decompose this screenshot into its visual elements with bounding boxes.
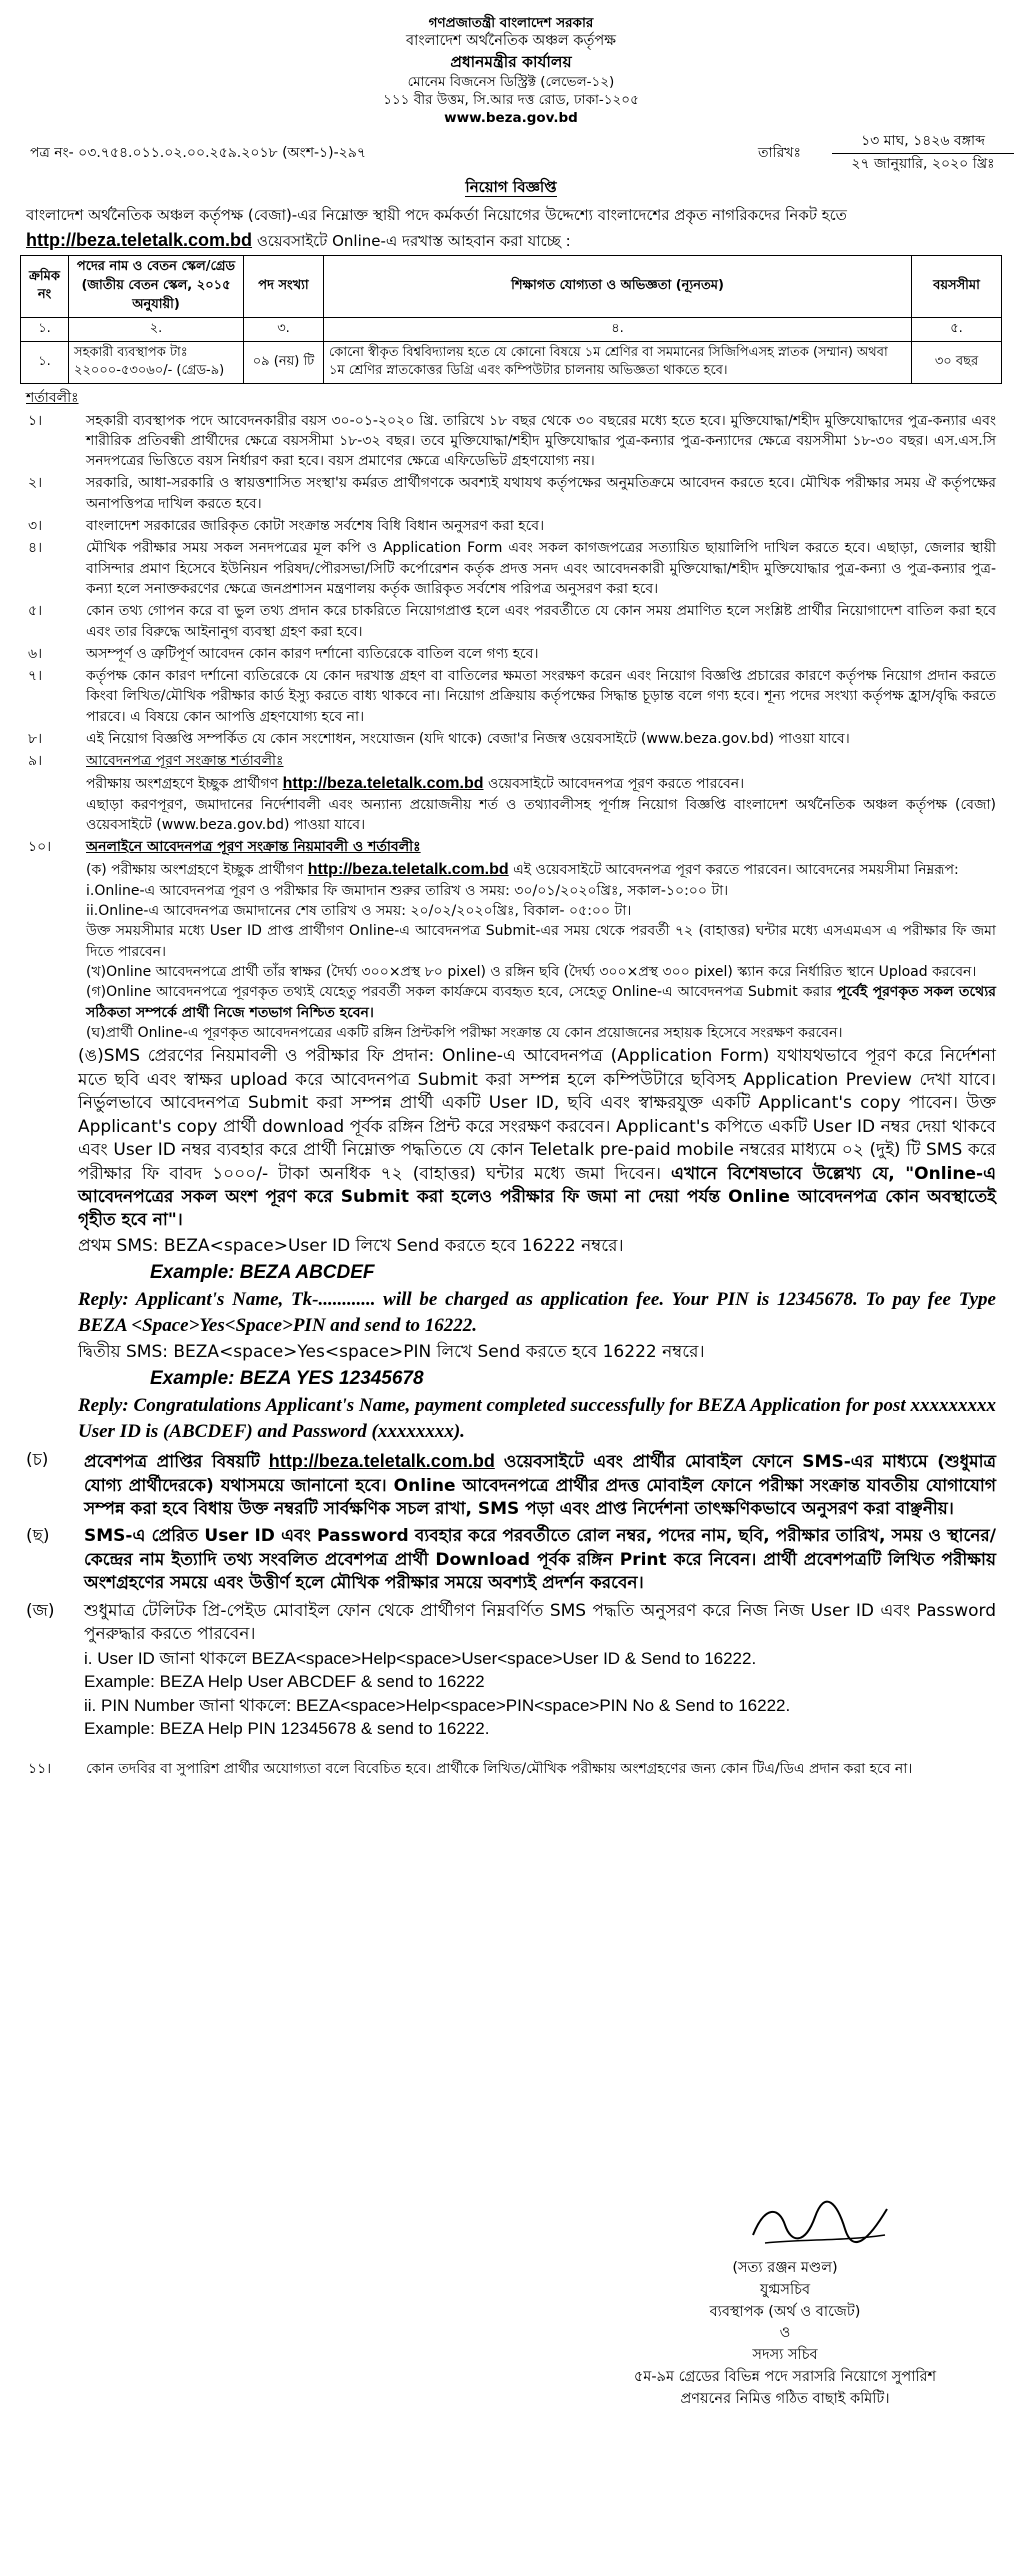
intro-paragraph: বাংলাদেশ অর্থনৈতিক অঞ্চল কর্তৃপক্ষ (বেজা)-এর নিম্নোক্ত স্থায়ী পদে কর্মকর্তা নিয়োগের উদ্দেশ্যে বাংলাদেশের প্রকৃত নাগরিকদের নিকট হতে http://beza.teletalk.com.bd ওয়েবসাইটে Online-এ দরখাস্ত আহবান করা যাচ্ছে : [26,206,847,251]
date-label: তারিখঃ [758,145,801,162]
cond9-heading: আবেদনপত্র পূরণ সংক্রান্ত শর্তাবলীঃ [86,753,284,770]
table-number-row: ১. ২. ৩. ৪. ৫. [21,317,1002,341]
condition-2: ২। সরকারি, আধা-সরকারি ও স্বায়ত্তশাসিত সংস্থা'য় কর্মরত প্রার্থীগণকে অবশ্যই যথাযথ কর্তৃপক্ষের অনুমতিক্রমে আবেদন করতে হবে। মৌখিক পরীক্ষার সময় ঐ কর্তৃপক্ষের অনাপত্তিপত্র দাখিল করতে হবে। [28,475,996,512]
condition-3: ৩। বাংলাদেশ সরকারের জারিকৃত কোটা সংক্রান্ত সর্বশেষ বিধি বিধান অনুসরণ করা হবে। [28,518,545,535]
clause-jha: (জ) শুধুমাত্র টেলিটক প্রি-পেইড মোবাইল ফোন থেকে প্রার্থীগণ নিম্নবর্ণিত SMS পদ্ধতি অনুসরণ করে নিজ নিজ User ID এবং Password পুনরুদ্ধার করতে পারবেন। i. User ID জানা থাকলে BEZA<space>Help<space>User<space>User ID & Send to 16222. Example: BEZA Help User ABCDEF & send to 16222 ii. PIN Number জানা থাকলে: BEZA<space>Help<space>PIN<space>PIN No & Send to 16222. Example: BEZA Help PIN 12345678 & send to 16222. [26,1600,996,1739]
address-street: ১১১ বীর উত্তম, সি.আর দত্ত রোড, ঢাকা-১২০৫ [383,91,639,108]
condition-1: ১। সহকারী ব্যবস্থাপক পদে আবেদনকারীর বয়স ৩০-০১-২০২০ খ্রি. তারিখে ১৮ বছর থেকে ৩০ বছরের মধ্যে হতে হবে। মুক্তিযোদ্ধা/শহীদ মুক্তিযোদ্ধাদের পুত্র-কন্যার এবং শারীরিক প্রতিবন্ধী প্রার্থীদের ক্ষেত্রে বয়সসীমা ১৮-৩২ বছর। তবে মুক্তিযোদ্ধা/শহীদ মুক্তিযোদ্ধার পুত্র-কন্যার পুত্র-কন্যাদের ক্ষেত্রে বয়সসীমা ১৮-৩০ বছর। এস.এস.সি সনদপত্রের ভিত্তিতে বয়স নির্ধারণ করা হবে। বয়স প্রমাণের ক্ষেত্রে এফিডেভিট গ্রহণযোগ্য নয়। [28,412,996,470]
memo-number: পত্র নং- ০৩.৭৫৪.০১১.০২.০০.২৫৯.২০১৮ (অংশ-১)-২৯৭ [30,145,366,162]
address-building: মোনেম বিজনেস ডিস্ট্রিক্ট (লেভেল-১২) [407,73,615,90]
example-1: Example: BEZA ABCDEF [150,1262,375,1284]
reference-row [20,131,1002,175]
condition-9: ৯। আবেদনপত্র পূরণ সংক্রান্ত শর্তাবলীঃ পরীক্ষায় অংশগ্রহণে ইচ্ছুক প্রার্থীগণ http://beza.teletalk.com.bd ওয়েবসাইটে আবেদনপত্র পূরণ করতে পারবেন। এছাড়া করণপূরণ, জমাদানের নির্দেশাবলী এবং অন্যান্য প্রয়োজনীয় শর্ত ও তথ্যাবলীসহ পূর্ণাঙ্গ নিয়োগ বিজ্ঞপ্তি বাংলাদেশ অর্থনৈতিক অঞ্চল কর্তৃপক্ষ (বেজা) ওয়েবসাইটে (www.beza.gov.bd) পাওয়া যাবে। [28,753,996,834]
condition-10: ১০। অনলাইনে আবেদনপত্র পূরণ সংক্রান্ত নিয়মাবলী ও শর্তাবলীঃ (ক) পরীক্ষায় অংশগ্রহণে ইচ্ছুক প্রার্থীগণ http://beza.teletalk.com.bd এই ওয়েবসাইটে আবেদনপত্র পূরণ করতে পারবেন। আবেদনের সময়সীমা নিম্নরূপ: i.Online-এ আবেদনপত্র পূরণ ও পরীক্ষার ফি জমাদান শুরুর তারিখ ও সময়: ৩০/০১/২০২০খ্রিঃ, সকাল-১০:০০ টা। ii.Online-এ আবেদনপত্র জমাদানের শেষ তারিখ ও সময়: ২০/০২/২০২০খ্রিঃ, বিকাল- ০৫:০০ টা। উক্ত সময়সীমার মধ্যে User ID প্রাপ্ত প্রার্থীগণ Online-এ আবেদনপত্র Submit-এর সময় থেকে পরবর্তী ৭২ (বাহাত্তর) ঘন্টার মধ্যে এসএমএস এ পরীক্ষার ফি জমা দিতে পারবেন। (খ)Online আবেদনপত্রে প্রার্থী তাঁর স্বাক্ষর (দৈর্ঘ্য ৩০০×প্রস্থ ৮০ pixel) ও রঙ্গিন ছবি (দৈর্ঘ্য ৩০০×প্রস্থ ৩০০ pixel) স্ক্যান করে নির্ধারিত স্থানে Upload করবেন। (গ)Online আবেদনপত্রে পূরণকৃত তথ্যই যেহেতু পরবর্তী সকল কার্যক্রমে ব্যবহৃত হবে, সেহেতু Online-এ আবেদনপত্র Submit করার পূর্বেই পূরণকৃত সকল তথ্যের সঠিকতা সম্পর্কে প্রার্থী নিজে শতভাগ নিশ্চিত হবেন। (ঘ)প্রার্থী Online-এ পূরণকৃত আবেদনপত্রের একটি রঙ্গিন প্রিন্টকপি পরীক্ষা সংক্রান্ত যে কোন প্রয়োজনের সহায়ক হিসেবে সংরক্ষণ করবেন। [28,839,997,1041]
col-count: পদ সংখ্যা [244,256,324,318]
clause-cha: (চ) প্রবেশপত্র প্রাপ্তির বিষয়টি http://beza.teletalk.com.bd ওয়েবসাইটে এবং প্রার্থীর মোবাইল ফোনে SMS-এর মাধ্যমে (শুধুমাত্র যোগ্য প্রার্থীদেরকে) যথাসময়ে জানানো হবে। Online আবেদনপত্রে প্রার্থীর প্রদত্ত মোবাইল ফোনে পরীক্ষা সংক্রান্ত যাবতীয় যোগাযোগ সম্পন্ন করা হবে বিধায় উক্ত নম্বরটি সার্বক্ষণিক সচল রাখা, SMS পড়া এবং প্রাপ্ত নির্দেশনা তাৎক্ষণিকভাবে অনুসরণ করা বাঞ্ছনীয়। [26,1450,996,1520]
header-website: www.beza.gov.bd [444,110,578,127]
govt-name: গণপ্রজাতন্ত্রী বাংলাদেশ সরকার [428,15,594,31]
teletalk-link-3[interactable]: http://beza.teletalk.com.bd [307,860,509,878]
condition-7: ৭। কর্তৃপক্ষ কোন কারণ দর্শানো ব্যতিরেকে যে কোন দরখাস্ত গ্রহণ বা বাতিলের ক্ষমতা সংরক্ষণ করেন এবং নিয়োগ বিজ্ঞপ্তি প্রচারের কারণে কর্তৃপক্ষ নিয়োগ প্রদান করতে কিংবা লিখিত/মৌখিক পরীক্ষার কার্ড ইস্যু করতে বাধ্য থাকবে না। নিয়োগ প্রক্রিয়ায় কর্তৃপক্ষের সিদ্ধান্ত চূড়ান্ত বলে গণ্য হবে। শূন্য পদের সংখ্যা কর্তৃপক্ষ হ্রাস/বৃদ্ধি করতে পারবে। এ বিষয়ে কোন আপত্তি গ্রহণযোগ্য হবে না। [28,668,996,725]
signatory-block: (সত্য রঞ্জন মণ্ডল) যুগ্মসচিব ব্যবস্থাপক (অর্থ ও বাজেট) ও সদস্য সচিব ৫ম-৯ম গ্রেডের বিভিন্ন পদে সরাসরি নিয়োগে সুপারিশ প্রণয়নের নিমিত্ত গঠিত বাছাই কমিটি। [620,2258,950,2410]
first-sms: প্রথম SMS: BEZA<space>User ID লিখে Send করতে হবে 16222 নম্বরে। [78,1235,624,1256]
office-name: প্রধানমন্ত্রীর কার্যালয় [450,52,572,71]
cond10-heading: অনলাইনে আবেদনপত্র পূরণ সংক্রান্ত নিয়মাবলী ও শর্তাবলীঃ [86,839,421,856]
col-serial: ক্রমিক নং [21,256,69,318]
teletalk-link-4[interactable]: http://beza.teletalk.com.bd [268,1451,495,1472]
notice-title: নিয়োগ বিজ্ঞপ্তি [465,178,557,197]
sms-section: (ঙ)SMS প্রেরণের নিয়মাবলী ও পরীক্ষার ফি প্রদান: Online-এ আবেদনপত্র (Application Form) যথাযথভাবে পূরণ করে নির্দেশনা মতে ছবি এবং স্বাক্ষর upload করে আবেদনপত্র Submit করা সম্পন্ন হলে কম্পিউটারে ছবিসহ Application Preview দেখা যাবে। নির্ভুলভাবে আবেদনপত্র Submit করা সম্পন্ন প্রার্থী একটি User ID, ছবি এবং স্বাক্ষরযুক্ত একটি Applicant's copy পাবেন। উক্ত Applicant's copy প্রার্থী download পূর্বক রঙ্গিন প্রিন্ট করে সংরক্ষণ করবেন। Applicant's কপিতে একটি User ID নম্বর দেয়া থাকবে এবং User ID নম্বর ব্যবহার করে প্রার্থী নিম্নোক্ত পদ্ধতিতে যে কোন Teletalk pre-paid mobile নম্বরের মাধ্যমে ০২ (দুই) টি SMS করে পরীক্ষার ফি বাবদ ১০০০/- টাকা অনধিক ৭২ (বাহাত্তর) ঘন্টার মধ্যে জমা দিবেন। এখানে বিশেষভাবে উল্লেখ্য যে, "Online-এ আবেদনপত্রের সকল অংশ পূরণ করে Submit করা হলেও পরীক্ষার ফি জমা না দেয়া পর্যন্ত Online আবেদনপত্র কোন অবস্থাতেই গৃহীত হবে না"। প্রথম SMS: BEZA<space>User ID লিখে Send করতে হবে 16222 নম্বরে। Example: BEZA ABCDEF Reply: Applicant's Name, Tk-............ will be charged as application fee. Your PIN is 12345678. To pay fee Type BEZA <Space>Yes<Space>PIN and send to 16222. দ্বিতীয় SMS: BEZA<space>Yes<space>PIN লিখে Send করতে হবে 16222 নম্বরে। Example: BEZA YES 12345678 Reply: Congratulations Applicant's Name, payment completed successfully for BEZA Application for post xxxxxxxxx User ID is (ABCDEF) and Password (xxxxxxxx). [20,1045,1002,1445]
teletalk-link[interactable]: http://beza.teletalk.com.bd [26,230,253,251]
second-sms: দ্বিতীয় SMS: BEZA<space>Yes<space>PIN লিখে Send করতে হবে 16222 নম্বরে। [78,1342,705,1362]
date-box [832,131,1014,174]
condition-6: ৬। অসম্পূর্ণ ও ত্রুটিপূর্ণ আবেদন কোন কারণ দর্শানো ব্যতিরেকে বাতিল বলে গণ্য হবে। [28,645,539,662]
signatory-name: (সত্য রঞ্জন মণ্ডল) [732,2260,838,2276]
condition-4: ৪। মৌখিক পরীক্ষার সময় সকল সনদপত্রের মূল কপি ও Application Form এবং সকল কাগজপত্রের সত্যায়িত ছায়ালিপি দাখিল করতে হবে। এছাড়া, জেলার স্থায়ী বাসিন্দার প্রমাণ হিসেবে ইউনিয়ন পরিষদ/পৌরসভা/সিটি কর্পোরেশন কর্তৃক প্রদত্ত সনদ এবং আবেদনকারী মুক্তিযোদ্ধা/শহীদ মুক্তিযোদ্ধার পুত্র-কন্যা ও পুত্র-কন্যার পুত্র-কন্যা হলে সনাক্তকরণের ক্ষেত্রে জনপ্রশাসন মন্ত্রণালয় কর্তৃক জারিকৃত সর্বশেষ পরিপত্র অনুসরণ করা হবে। [28,540,996,597]
authority-name: বাংলাদেশ অর্থনৈতিক অঞ্চল কর্তৃপক্ষ [406,33,616,50]
example-2: Example: BEZA YES 12345678 [150,1368,424,1390]
condition-11: ১১। কোন তদবির বা সুপারিশ প্রার্থীর অযোগ্যতা বলে বিবেচিত হবে। প্রার্থীকে লিখিত/মৌখিক পরীক্ষায় অংশগ্রহণের জন্য কোন টিএ/ডিএ প্রদান করা হবে না। [28,1760,913,1777]
vacancy-table [20,255,1002,384]
conditions-heading: শর্তাবলীঃ [26,390,79,407]
letterhead [20,14,1002,127]
col-qualification: শিক্ষাগত যোগ্যতা ও অভিজ্ঞতা (ন্যূনতম) [324,256,912,318]
col-post: পদের নাম ও বেতন স্কেল/গ্রেড (জাতীয় বেতন স্কেল, ২০১৫ অনুযায়ী) [69,256,244,318]
table-header-row [21,256,1002,318]
condition-5: ৫। কোন তথ্য গোপন করে বা ভুল তথ্য প্রদান করে চাকরিতে নিয়োগপ্রাপ্ত হলে এবং পরবর্তীতে যে কোন সময় প্রমাণিত হলে সংশ্লিষ্ট প্রার্থীর নিয়োগাদেশ বাতিল করা হবে এবং তার বিরুদ্ধে আইনানুগ ব্যবস্থা গ্রহণ করা হবে। [28,603,996,640]
date-english: ২৭ জানুয়ারি, ২০২০ খ্রিঃ [851,155,995,172]
signature-mark [745,2195,895,2255]
reply-2: Reply: Congratulations Applicant's Name, payment completed successfully for BEZA Application for post xxxxxxxxx User ID is (ABCDEF) and Password (xxxxxxxx). [78,1394,996,1442]
condition-8: ৮। এই নিয়োগ বিজ্ঞপ্তি সম্পর্কিত যে কোন সংশোধন, সংযোজন (যদি থাকে) বেজা'র নিজস্ব ওয়েবসাইটে (www.beza.gov.bd) পাওয়া যাবে। [28,731,850,748]
teletalk-link-2[interactable]: http://beza.teletalk.com.bd [282,774,484,792]
date-bangla: ১৩ মাঘ, ১৪২৬ বঙ্গাব্দ [832,131,1014,153]
col-age: বয়সসীমা [912,256,1002,318]
reply-1: Reply: Applicant's Name, Tk-............ will be charged as application fee. Your PIN is 12345678. To pay fee Type BEZA <Space>Yes<Space>PIN and send to 16222. [78,1288,996,1336]
clause-chha: (ছ) SMS-এ প্রেরিত User ID এবং Password ব্যবহার করে পরবর্তীতে রোল নম্বর, পদের নাম, ছবি, পরীক্ষার তারিখ, সময় ও স্থানের/কেন্দ্রের নাম ইত্যাদি তথ্য সংবলিত প্রবেশপত্র প্রার্থী Download পূর্বক রঙ্গিন Print করে নিবেন। প্রার্থী প্রবেশপত্রটি লিখিত পরীক্ষায় অংশগ্রহণের সময়ে এবং উত্তীর্ণ হলে মৌখিক পরীক্ষার সময়ে অবশ্যই প্রদর্শন করবেন। [26,1526,996,1594]
table-row: ১. সহকারী ব্যবস্থাপক টাঃ ২২০০০-৫৩০৬০/- (গ্রেড-৯) ০৯ (নয়) টি কোনো স্বীকৃত বিশ্ববিদ্যালয় হতে যে কোনো বিষয়ে ১ম শ্রেণির বা সমমানের সিজিপিএসহ স্নাতক (সম্মান) অথবা ১ম শ্রেণির স্নাতকোত্তর ডিগ্রি এবং কম্পিউটার চালনায় অভিজ্ঞতা থাকতে হবে। ৩০ বছর [21,341,1002,384]
